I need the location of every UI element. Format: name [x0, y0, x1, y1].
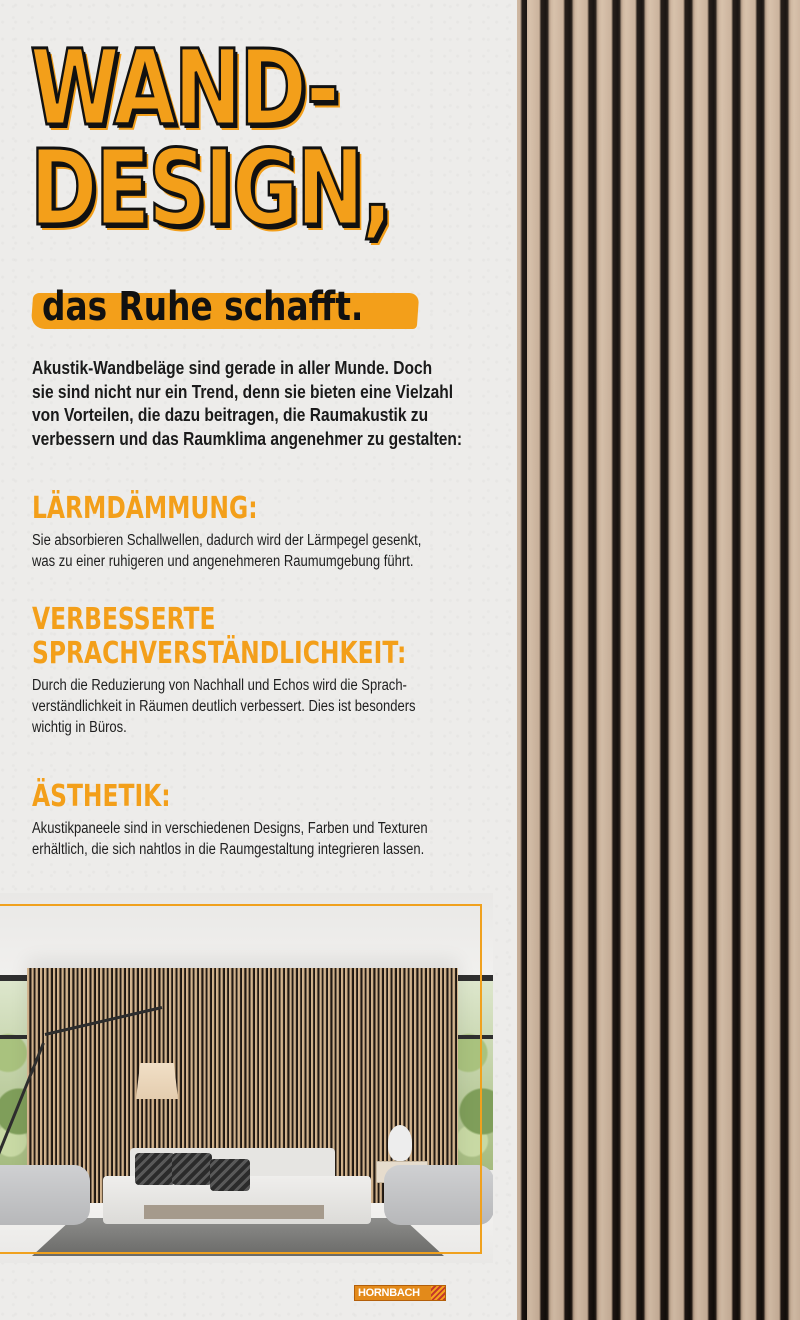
body-line: Akustikpaneele sind in verschiedenen Designs, Farben und Texturen	[32, 820, 428, 837]
headline-line-2: DESIGN,	[30, 127, 391, 249]
pillow	[210, 1159, 250, 1191]
section-aesthetik	[32, 780, 512, 860]
section-body	[32, 675, 512, 738]
body-line: Sie absorbieren Schallwellen, dadurch wird der Lärmpegel gesenkt,	[32, 532, 422, 549]
living-room-photo	[0, 893, 493, 1263]
intro-line: sie sind nicht nur ein Trend, denn sie bieten eine Vielzahl	[32, 380, 454, 402]
window-frame	[458, 1035, 493, 1039]
body-line: erhältlich, die sich nahtlos in die Raumgestaltung integrieren lassen.	[32, 841, 425, 858]
intro-line: von Vorteilen, die dazu beitragen, die Raumakustik zu	[32, 404, 429, 425]
section-body	[32, 818, 512, 860]
section-title: ÄSTHETIK:	[32, 779, 171, 814]
coffee-table	[144, 1205, 324, 1219]
subtitle-banner	[32, 283, 420, 333]
subtitle: das Ruhe schafft.	[42, 284, 364, 330]
intro-paragraph	[32, 356, 512, 450]
hornbach-logo	[354, 1285, 446, 1301]
lamp-shade	[136, 1063, 178, 1099]
hornbach-mark-icon	[431, 1286, 445, 1300]
body-line: Durch die Reduzierung von Nachhall und Echos wird die Sprach-	[32, 677, 407, 694]
section-body	[32, 530, 512, 572]
intro-line: verbessern und das Raumklima angenehmer zu gestalten:	[32, 427, 463, 449]
window-frame	[458, 975, 493, 981]
section-title: VERBESSERTE	[32, 602, 216, 637]
intro-line: Akustik-Wandbeläge sind gerade in aller Munde. Doch	[32, 357, 433, 378]
section-title: LÄRMDÄMMUNG:	[32, 491, 258, 526]
window-frame	[0, 975, 27, 981]
headline-line-1: WAND-	[30, 27, 338, 149]
window-right	[458, 975, 493, 1170]
window-frame	[0, 1035, 27, 1039]
section-laermdaemmung	[32, 492, 512, 572]
armchair-right	[384, 1165, 493, 1225]
section-sprachverstaendlichkeit	[32, 603, 512, 738]
armchair-left	[0, 1165, 90, 1225]
logo-text: HORNBACH	[358, 1287, 420, 1299]
pillow	[172, 1153, 212, 1185]
pillow	[135, 1153, 175, 1185]
wood-slat-panel-image	[517, 0, 800, 1320]
body-line: was zu einer ruhigeren und angenehmeren Raumumgebung führt.	[32, 553, 414, 570]
vase	[388, 1125, 412, 1161]
body-line: verständlichkeit in Räumen deutlich verbessert. Dies ist besonders	[32, 698, 416, 715]
body-line: wichtig in Büros.	[32, 719, 127, 736]
section-title: SPRACHVERSTÄNDLICHKEIT:	[32, 636, 407, 671]
